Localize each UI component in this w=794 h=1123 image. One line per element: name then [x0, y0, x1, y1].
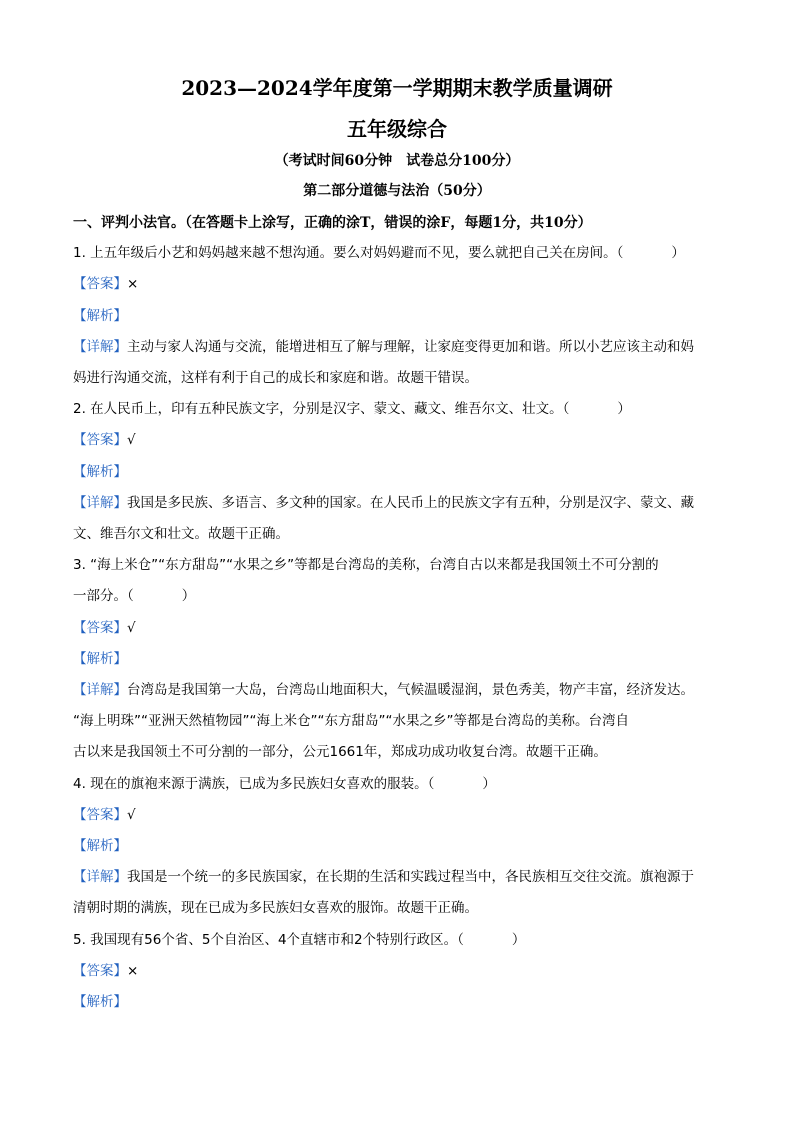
question-2-answer: 【答案】√: [73, 432, 136, 448]
question-4-detail-cont: 清朝时期的满族，现在已成为多民族妇女喜欢的服饰。故题干正确。: [73, 900, 478, 916]
question-4-detail: 【详解】我国是一个统一的多民族国家，在长期的生活和实践过程当中，各民族相互交往交流。旗袍源于: [73, 869, 694, 885]
question-3-detail-cont-1: “海上明珠”“亚洲天然植物园”“海上米仓”“东方甜岛”“水果之乡”等都是台湾岛的美称。台湾自: [73, 713, 629, 729]
exam-info: （考试时间60分钟 试卷总分100分）: [274, 153, 520, 169]
question-5-analysis: 【解析】: [73, 994, 127, 1010]
question-2-analysis: 【解析】: [73, 464, 127, 480]
question-1-stem: 1. 上五年级后小艺和妈妈越来越不想沟通。要么对妈妈避而不见，要么就把自己关在房间。（ ）: [73, 245, 685, 261]
question-3-stem-cont: 一部分。（ ）: [73, 588, 196, 604]
exam-subtitle: 五年级综合: [347, 117, 447, 141]
section-heading: 一、评判小法官。（在答题卡上涂写，正确的涂T，错误的涂F，每题1分，共10分）: [73, 215, 592, 231]
question-1-answer: 【答案】×: [73, 276, 139, 292]
question-4-stem: 4. 现在的旗袍来源于满族，已成为多民族妇女喜欢的服装。（ ）: [73, 776, 496, 792]
question-3-analysis: 【解析】: [73, 651, 127, 667]
question-2-stem: 2. 在人民币上，印有五种民族文字，分别是汉字、蒙文、藏文、维吾尔文、壮文。（ ）: [73, 401, 631, 417]
question-4-analysis: 【解析】: [73, 838, 127, 854]
question-2-detail: 【详解】我国是多民族、多语言、多文种的国家。在人民币上的民族文字有五种，分别是汉字、蒙文、藏: [73, 495, 694, 511]
part-title: 第二部分道德与法治（50分）: [303, 183, 491, 199]
exam-title: 2023—2024学年度第一学期期末教学质量调研: [181, 76, 613, 100]
question-1-detail-cont: 妈进行沟通交流，这样有利于自己的成长和家庭和谐。故题干错误。: [73, 370, 478, 386]
question-2-detail-cont: 文、维吾尔文和壮文。故题干正确。: [73, 526, 289, 542]
question-5-answer: 【答案】×: [73, 963, 139, 979]
question-1-analysis: 【解析】: [73, 308, 127, 324]
question-5-stem: 5. 我国现有56个省、5个自治区、4个直辖市和2个特别行政区。（ ）: [73, 932, 526, 948]
question-3-detail-cont-2: 古以来是我国领土不可分割的一部分，公元1661年，郑成功成功收复台湾。故题干正确。: [73, 744, 607, 760]
question-3-detail: 【详解】台湾岛是我国第一大岛，台湾岛山地面积大，气候温暖湿润，景色秀美，物产丰富，经济发达。: [73, 682, 694, 698]
question-3-answer: 【答案】√: [73, 620, 136, 636]
question-4-answer: 【答案】√: [73, 807, 136, 823]
question-3-stem: 3. “海上米仓”“东方甜岛”“水果之乡”等都是台湾岛的美称，台湾自古以来都是我国领土不可分割的: [73, 557, 659, 573]
question-1-detail: 【详解】主动与家人沟通与交流，能增进相互了解与理解，让家庭变得更加和谐。所以小艺应该主动和妈: [73, 339, 694, 355]
